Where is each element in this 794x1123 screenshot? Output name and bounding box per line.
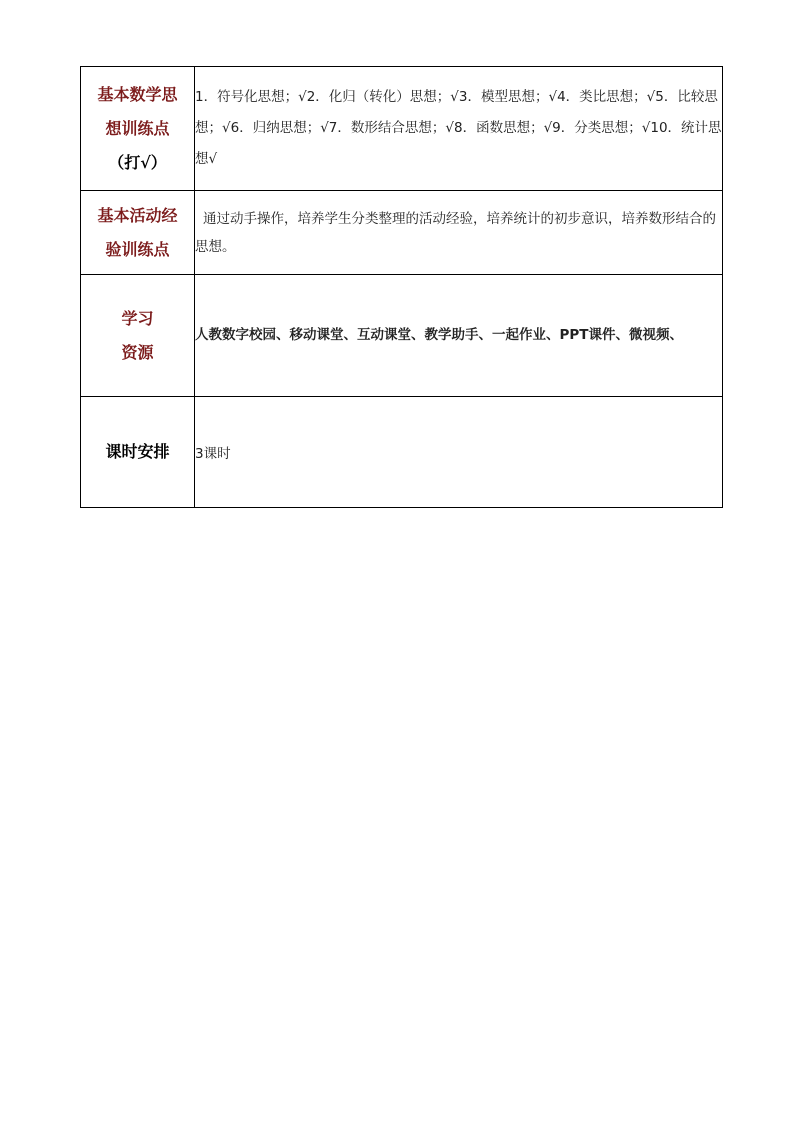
- math-thinking-content: 1．符号化思想；√2．化归（转化）思想；√3．模型思想；√4．类比思想；√5．比较思想；√6．归纳思想；√7．数形结合思想；√8．函数思想；√9．分类思想；√10．统计思想√: [195, 67, 723, 191]
- activity-experience-label: [81, 191, 195, 275]
- table-row-class-hours: [81, 397, 723, 508]
- activity-experience-content: 通过动手操作，培养学生分类整理的活动经验，培养统计的初步意识，培养数形结合的思想。: [195, 191, 723, 275]
- learning-resources-content: 人教数字校园、移动课堂、互动课堂、教学助手、一起作业、PPT课件、微视频、: [195, 275, 723, 397]
- label-line: 基本活动经: [97, 205, 178, 225]
- label-line: 学习: [121, 308, 154, 328]
- class-hours-content: 3课时: [195, 397, 723, 508]
- lesson-plan-table: [80, 66, 723, 508]
- label-line: 想训练点: [105, 118, 170, 138]
- label-line: （打√）: [108, 152, 167, 172]
- math-thinking-label: [81, 67, 195, 191]
- label-line: 资源: [121, 342, 154, 362]
- table-row-learning-resources: [81, 275, 723, 397]
- table-row-activity-experience: [81, 191, 723, 275]
- label-line: 课时安排: [105, 442, 170, 461]
- learning-resources-label: [81, 275, 195, 397]
- class-hours-label: [81, 397, 195, 508]
- label-line: 验训练点: [105, 239, 170, 259]
- table-row-math-thinking: [81, 67, 723, 191]
- label-line: 基本数学思: [97, 84, 178, 104]
